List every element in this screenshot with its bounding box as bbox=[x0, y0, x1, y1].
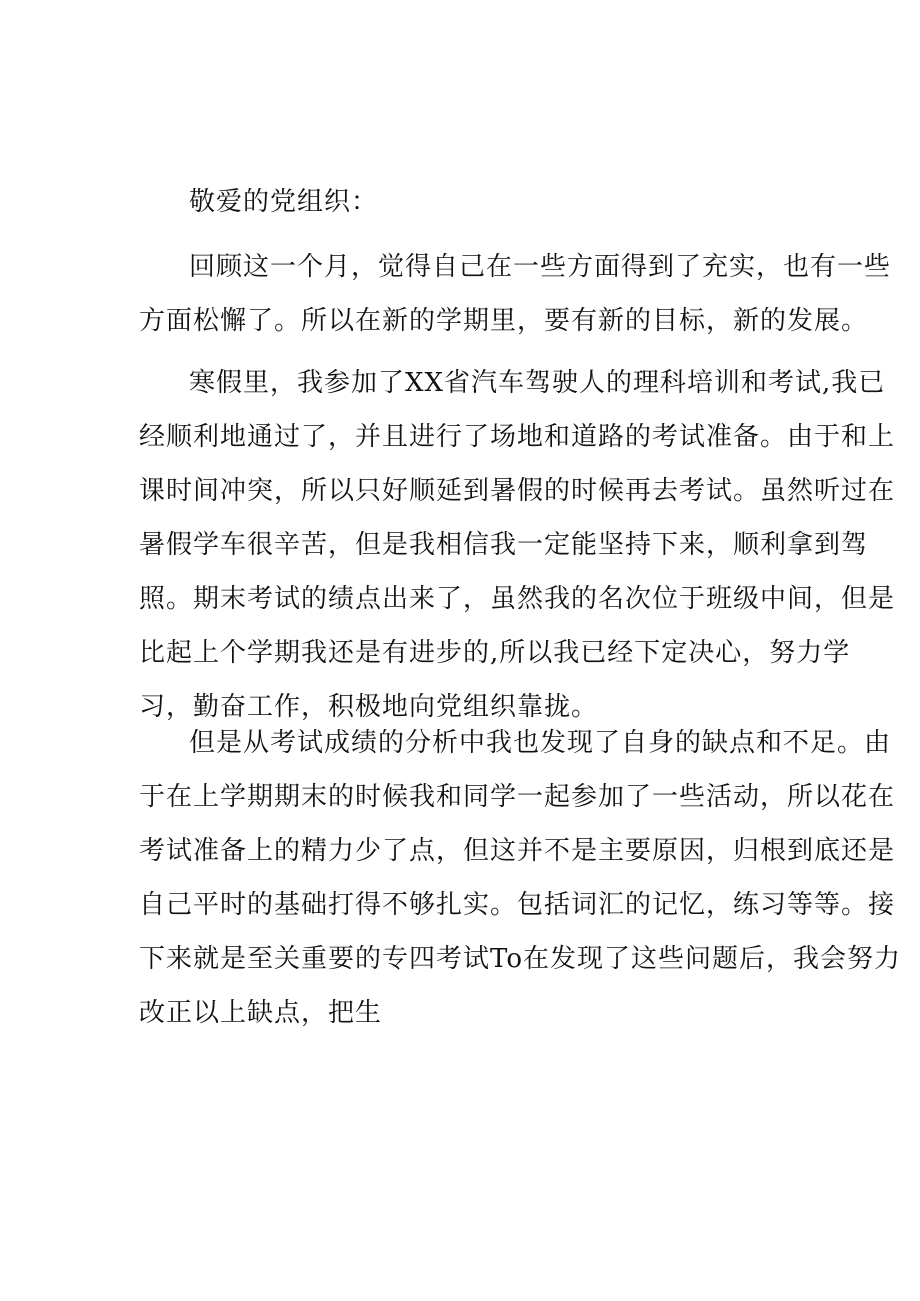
paragraph-line: 改正以上缺点，把生 bbox=[139, 998, 383, 1028]
paragraph-line: 于在上学期期末的时候我和同学一起参加了一些活动，所以花在 bbox=[139, 782, 896, 812]
paragraph-1 bbox=[139, 240, 892, 348]
paragraph-3 bbox=[139, 716, 901, 1040]
paragraph-line: 暑假学车很辛苦，但是我相信我一定能坚持下来，顺利拿到驾 bbox=[139, 530, 869, 560]
paragraph-line: 比起上个学期我还是有进步的,所以我已经下定决心，努力学 bbox=[139, 638, 851, 668]
salutation: 敬爱的党组织： bbox=[189, 187, 379, 217]
paragraph-line: 习，勤奋工作，积极地向党组织靠拢。 bbox=[139, 692, 599, 722]
paragraph-line: 下来就是至关重要的专四考试To在发现了这些问题后，我会努力 bbox=[139, 944, 901, 974]
paragraph-line: 经顺利地通过了，并且进行了场地和道路的考试准备。由于和上 bbox=[139, 422, 896, 452]
paragraph-line: 自己平时的基础打得不够扎实。包括词汇的记忆，练习等等。接 bbox=[139, 890, 896, 920]
paragraph-line: 回顾这一个月，觉得自己在一些方面得到了充实，也有一些 bbox=[189, 252, 892, 282]
paragraph-line: 但是从考试成绩的分析中我也发现了自身的缺点和不足。由 bbox=[189, 728, 892, 758]
paragraph-line: 照。期末考试的绩点出来了，虽然我的名次位于班级中间，但是 bbox=[139, 584, 896, 614]
paragraph-2 bbox=[139, 356, 896, 734]
paragraph-line: 考试准备上的精力少了点，但这并不是主要原因，归根到底还是 bbox=[139, 836, 896, 866]
paragraph-line: 方面松懈了。所以在新的学期里，要有新的目标，新的发展。 bbox=[139, 306, 869, 336]
paragraph-line: 寒假里，我参加了XX省汽车驾驶人的理科培训和考试,我已 bbox=[189, 368, 886, 398]
paragraph-line: 课时间冲突，所以只好顺延到暑假的时候再去考试。虽然听过在 bbox=[139, 476, 896, 506]
